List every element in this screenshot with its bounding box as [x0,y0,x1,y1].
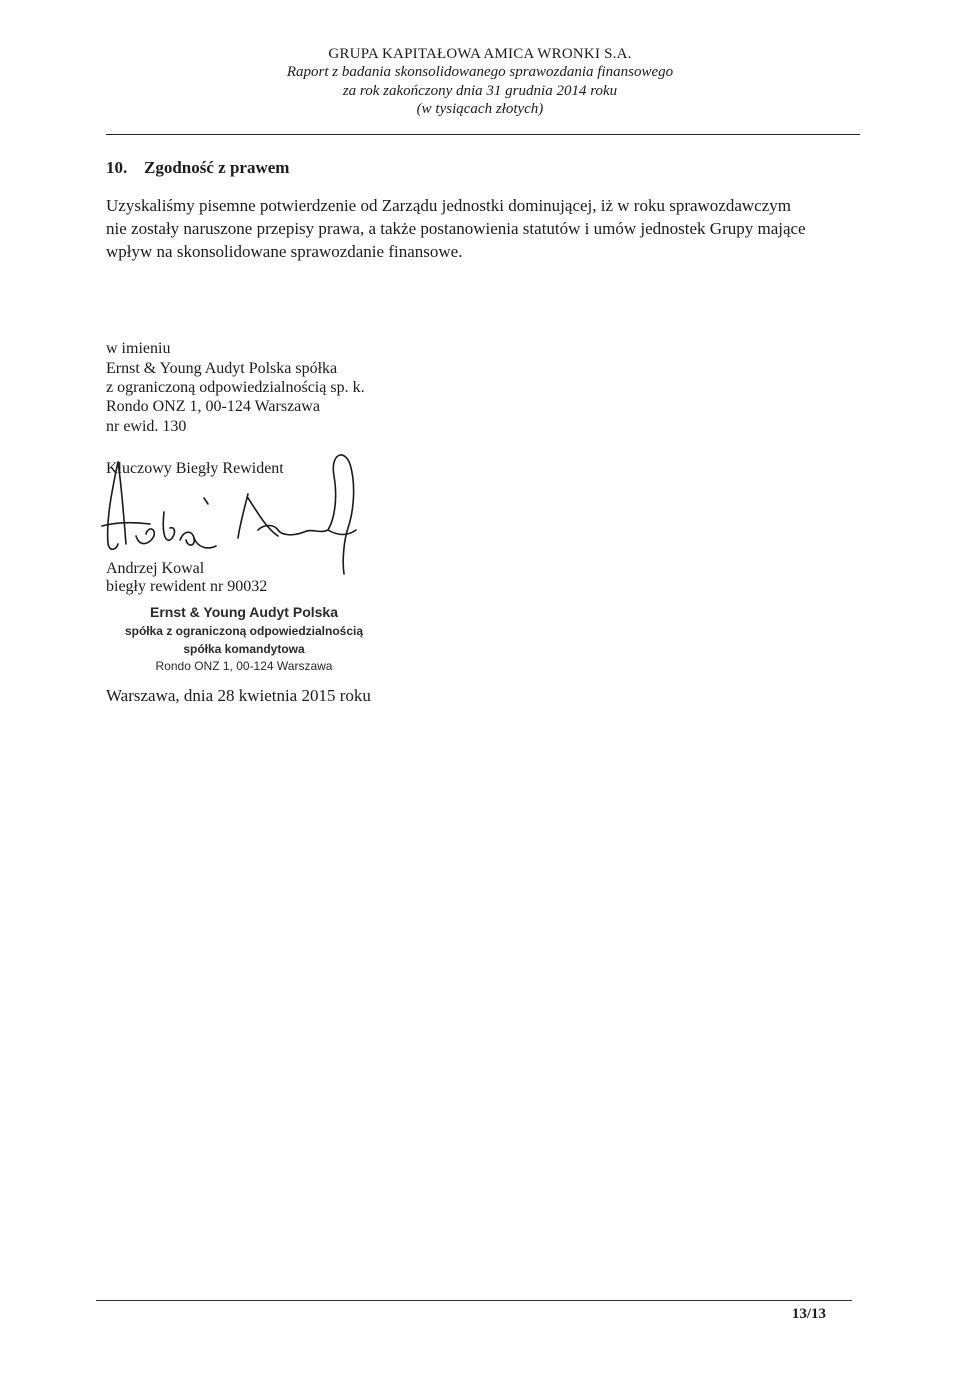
body-line: wpływ na skonsolidowane sprawozdanie finansowe. [106,242,463,261]
header-report-title: Raport z badania skonsolidowanego sprawozdania finansowego [286,64,674,80]
body-line: Uzyskaliśmy pisemne potwierdzenie od Zarządu jednostki dominującej, iż w roku sprawozdawczym [106,196,791,215]
registry-number: nr ewid. 130 [106,418,187,435]
header-units: (w tysiącach złotych) [416,101,544,117]
firm-name: Ernst & Young Audyt Polska spółka [106,360,338,377]
auditor-registration: biegły rewident nr 90032 [106,578,268,595]
page-number: 13/13 [791,1306,826,1322]
stamp-legal-form: spółka z ograniczoną odpowiedzialnością [124,624,364,638]
firm-legal-form: z ograniczoną odpowiedzialnością sp. k. [106,379,365,396]
body-line: nie zostały naruszone przepisy prawa, a także postanowienia statutów i umów jednostek Grupy mające [106,219,806,238]
stamp-address: Rondo ONZ 1, 00-124 Warszawa [155,659,333,673]
date-line: Warszawa, dnia 28 kwietnia 2015 roku [106,686,371,705]
section-number: 10. [106,158,128,177]
on-behalf-label: w imieniu [106,340,171,357]
firm-address: Rondo ONZ 1, 00-124 Warszawa [106,398,320,415]
stamp-firm-name: Ernst & Young Audyt Polska [150,604,338,620]
body-paragraph [106,194,864,263]
footer-divider [96,1300,852,1301]
auditor-name: Andrzej Kowal [106,560,205,577]
header-divider [106,134,860,135]
header-company: GRUPA KAPITAŁOWA AMICA WRONKI S.A. [328,46,632,62]
section-title: Zgodność z prawem [144,158,290,177]
stamp-partnership: spółka komandytowa [183,642,305,656]
section-heading [106,158,289,178]
header-period: za rok zakończony dnia 31 grudnia 2014 roku [342,83,618,99]
signatory-role: Kluczowy Biegły Rewident [106,460,284,477]
